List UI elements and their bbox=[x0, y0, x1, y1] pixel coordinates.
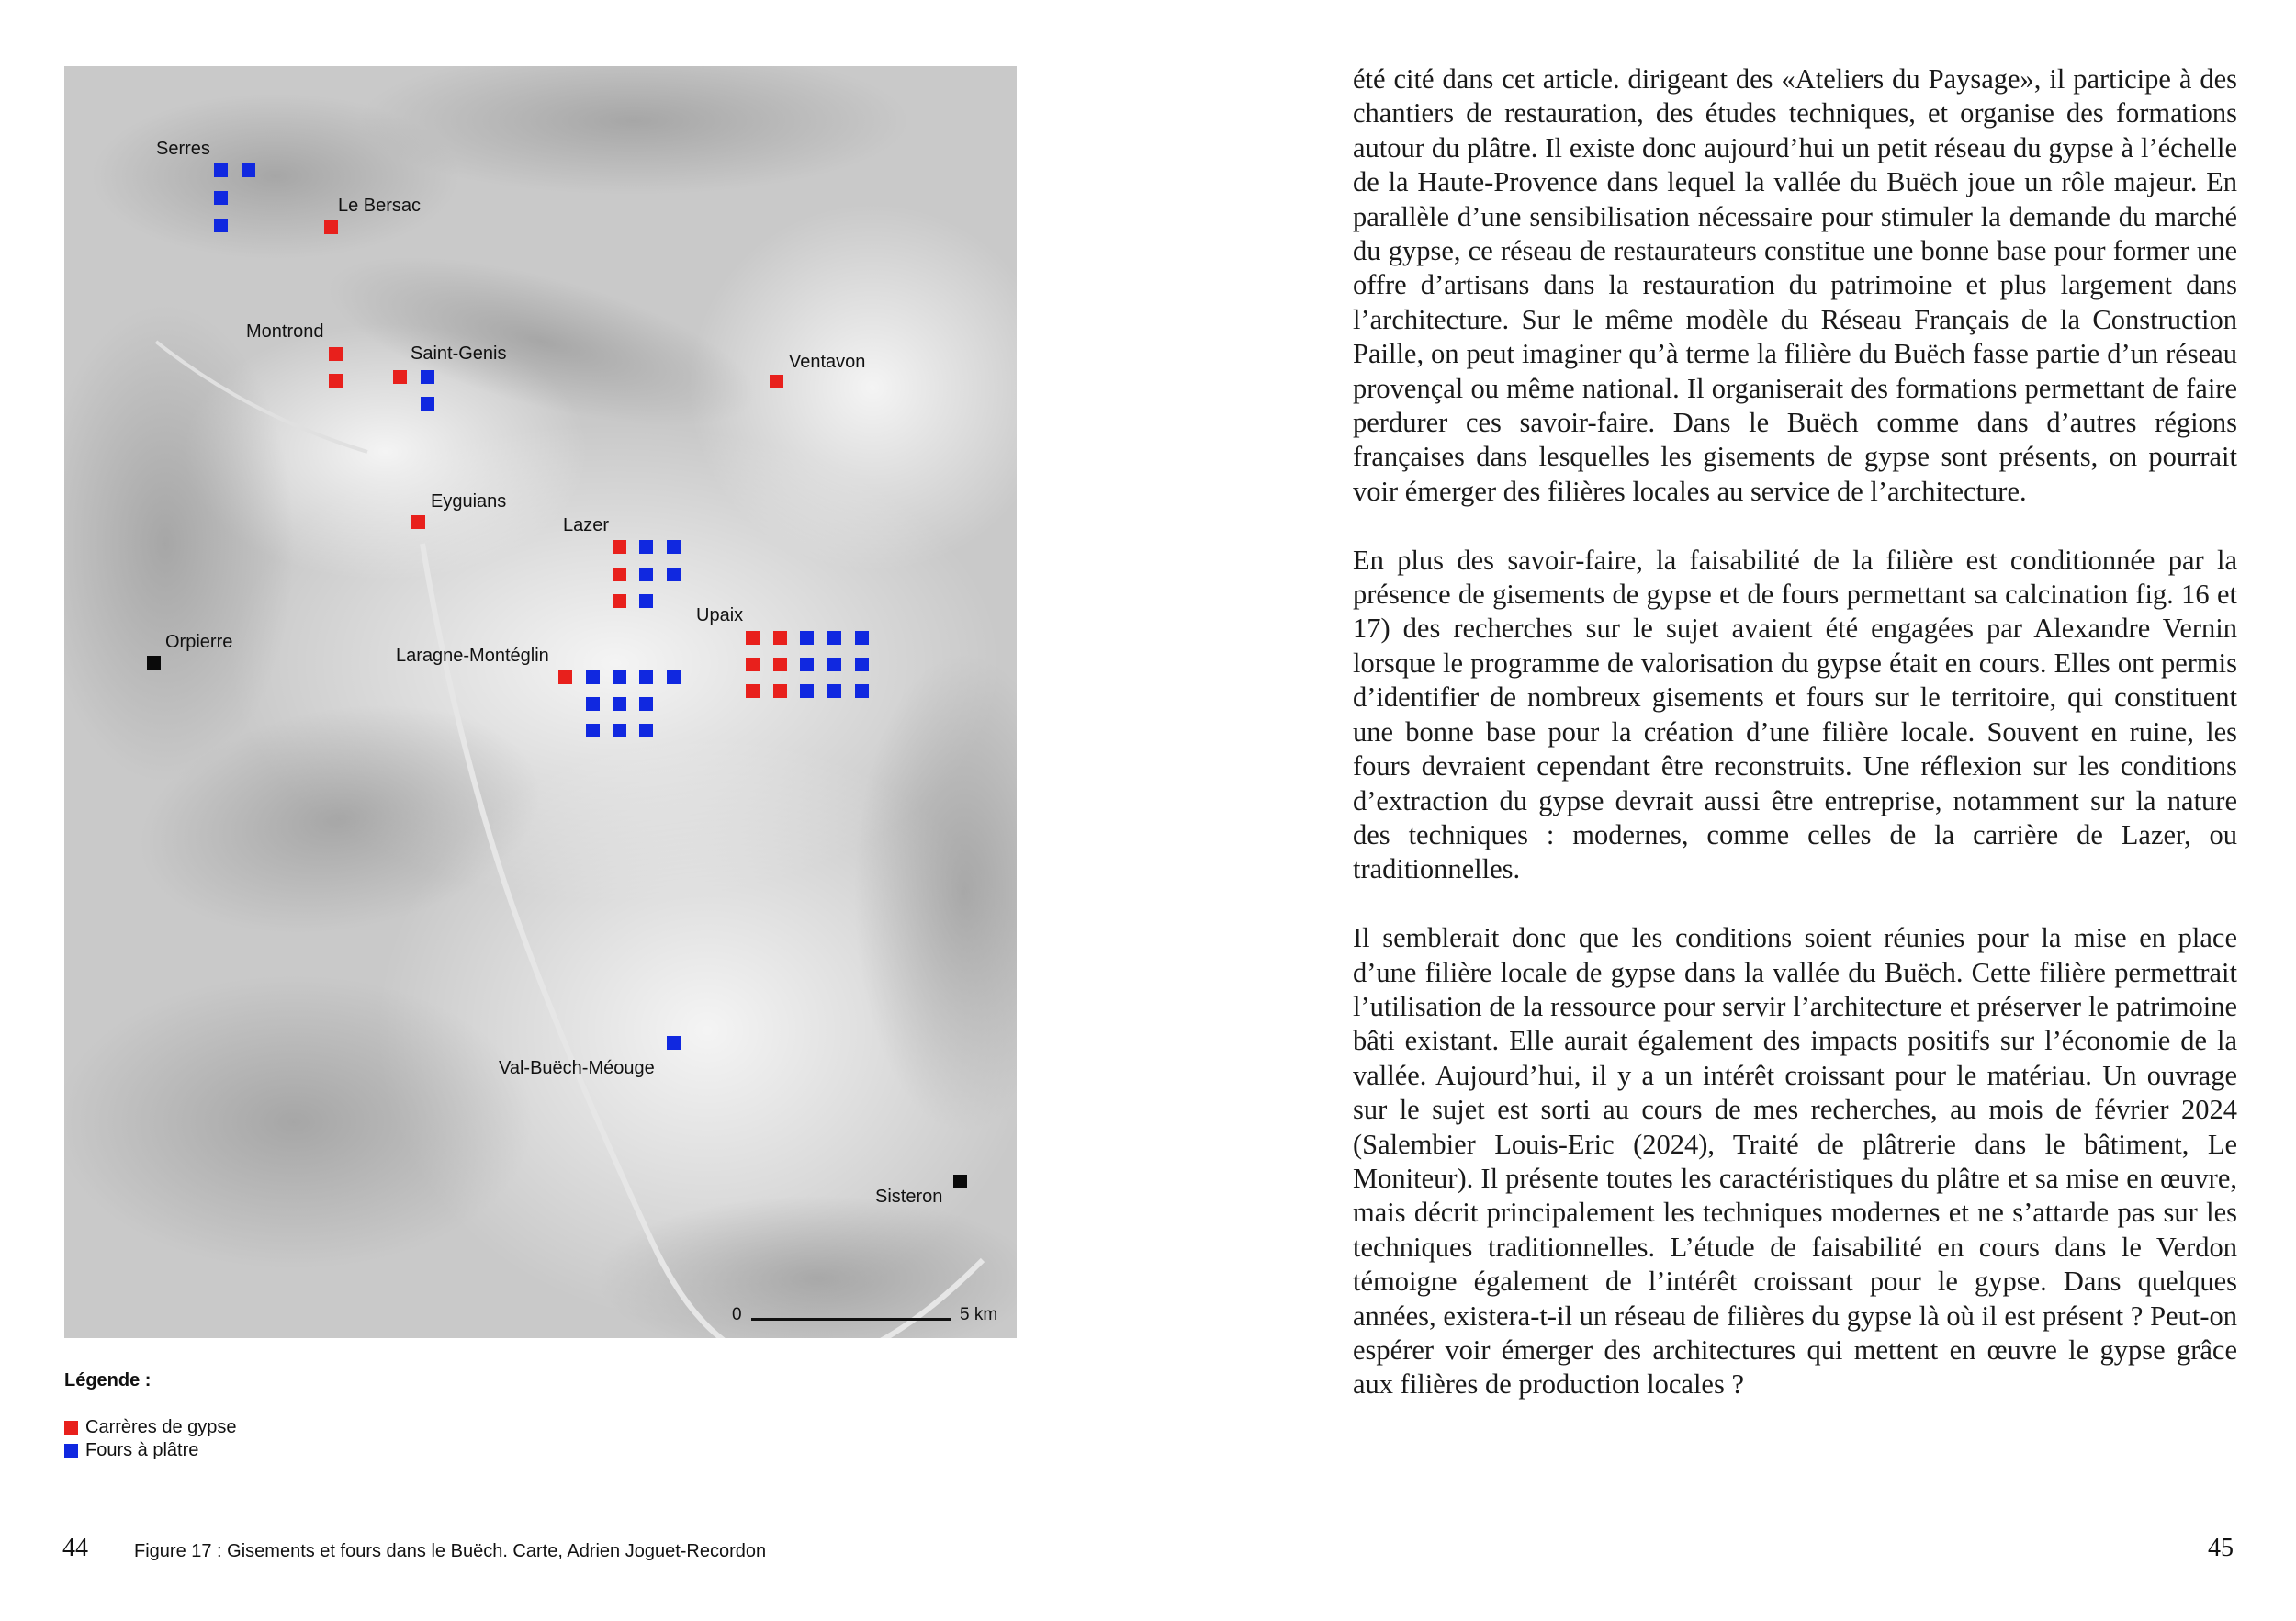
label-laragne-monteglin: Laragne-Montéglin bbox=[396, 646, 549, 666]
label-orpierre: Orpierre bbox=[165, 632, 233, 652]
label-sisteron: Sisteron bbox=[875, 1187, 943, 1207]
kiln-marker bbox=[667, 568, 681, 581]
town-marker bbox=[953, 1175, 967, 1188]
quarry-marker bbox=[411, 515, 425, 529]
figure-caption: Figure 17 : Gisements et fours dans le Buëch. Carte, Adrien Joguet-Recordon bbox=[134, 1541, 767, 1561]
label-val-buech-meouge: Val-Buëch-Méouge bbox=[499, 1058, 655, 1078]
kiln-marker bbox=[639, 540, 653, 554]
kiln-marker bbox=[827, 631, 841, 645]
kiln-marker bbox=[667, 1036, 681, 1050]
kiln-marker bbox=[421, 397, 434, 411]
paragraph-1: été cité dans cet article. dirigeant des «Ateliers du Paysage», il participe à des chantiers de restauration, des études techniques, et organise des formations autour du plâtre. Il existe donc aujourd’hui un petit réseau du gypse à l’échelle de la Haute-Provence dans lequel la vallée du Buëch joue un rôle majeur. En parallèle d’une sensibilisation nécessaire pour stimuler la demande du marché du gypse, ce réseau de restaurateurs constitue une bonne base pour former une offre d’artisans dans la restauration du patrimoine et plus largement dans l’architecture. Sur le même modèle du Réseau Français de la Construction Paille, on peut imaginer qu’à terme la filière du Buëch fasse partie d’un réseau provençal ou même national. Il organiserait des formations permettant de faire perdurer ces savoir-faire. Dans le Buëch comme dans d’autres régions françaises dans lesquelles les gisements de gypse sont présents, on pourrait voir émerger des filières locales au service de l’architecture. bbox=[1353, 63, 2237, 507]
page-number-left: 44 bbox=[62, 1534, 88, 1562]
quarry-swatch bbox=[64, 1421, 78, 1435]
label-serres: Serres bbox=[156, 139, 210, 159]
quarry-marker bbox=[393, 370, 407, 384]
quarry-marker bbox=[324, 220, 338, 234]
kiln-marker bbox=[827, 684, 841, 698]
paragraph-2: En plus des savoir-faire, la faisabilité de la filière est conditionnée par la présence de gisements de gypse et de fours permettant sa calcination fig. 16 et 17) des recherches sur le sujet avaient été engagées par Alexandre Vernin lorsque le programme de valorisation du gypse était en cours. Elles ont permis d’identifier de nombreux gisements et fours sur le territoire, qui constituent une bonne base pour la création d’une filière locale. Souvent en ruine, les fours devraient cependant être reconstruits. Une réflexion sur les conditions d’extraction du gypse devrait aussi être entreprise, notamment sur la nature des techniques : modernes, comme celles de la carrière de Lazer, ou traditionnelles. bbox=[1353, 544, 2237, 885]
kiln-marker bbox=[586, 724, 600, 737]
quarry-marker bbox=[746, 684, 760, 698]
town-marker bbox=[147, 656, 161, 670]
quarry-marker bbox=[613, 540, 626, 554]
kiln-marker bbox=[800, 658, 814, 671]
label-lazer: Lazer bbox=[563, 515, 610, 535]
kiln-marker bbox=[827, 658, 841, 671]
kiln-marker bbox=[639, 594, 653, 608]
legend-title: Légende : bbox=[64, 1370, 152, 1390]
quarry-marker bbox=[613, 568, 626, 581]
kiln-marker bbox=[613, 697, 626, 711]
kiln-marker bbox=[639, 697, 653, 711]
label-saint-genis: Saint-Genis bbox=[411, 343, 507, 364]
kiln-marker bbox=[639, 568, 653, 581]
scale-start: 0 bbox=[732, 1305, 742, 1324]
quarry-marker bbox=[746, 631, 760, 645]
label-le-bersac: Le Bersac bbox=[338, 196, 422, 216]
kiln-swatch bbox=[64, 1444, 78, 1458]
label-eyguians: Eyguians bbox=[431, 491, 507, 512]
scale-end: 5 km bbox=[960, 1305, 998, 1324]
kiln-marker bbox=[639, 670, 653, 684]
kiln-marker bbox=[855, 631, 869, 645]
label-upaix: Upaix bbox=[696, 605, 744, 625]
quarry-marker bbox=[773, 684, 787, 698]
kiln-marker bbox=[586, 670, 600, 684]
quarry-marker bbox=[773, 658, 787, 671]
kiln-marker bbox=[214, 191, 228, 205]
relief-background bbox=[64, 66, 1017, 1338]
kiln-marker bbox=[613, 724, 626, 737]
kiln-marker bbox=[613, 670, 626, 684]
quarry-marker bbox=[329, 347, 343, 361]
kiln-marker bbox=[421, 370, 434, 384]
kiln-marker bbox=[214, 219, 228, 232]
quarry-marker bbox=[329, 374, 343, 388]
scale-bar bbox=[751, 1318, 951, 1321]
paragraph-3: Il semblerait donc que les conditions soient réunies pour la mise en place d’une filière locale de gypse dans la vallée du Buëch. Cette filière permettrait l’utilisation de la ressource pour servir l’architecture et préserver le patrimoine bâti existant. Elle aurait également des impacts positifs sur l’économie de la vallée. Aujourd’hui, il y a un intérêt croissant pour le matériau. Un ouvrage sur le sujet est sorti au cours de mes recherches, au mois de février 2024 (Salembier Louis-Eric (2024), Traité de plâtrerie dans le bâtiment, Le Moniteur). Il présente toutes les caractéristiques du plâtre et sa mise en œuvre, mais décrit principalement les techniques modernes et ne s’attarde pas sur les techniques traditionnelles. L’étude de faisabilité en cours dans le Verdon témoigne également de l’intérêt croissant pour le gypse. Dans quelques années, existera-t-il un réseau de filières du gypse là où il est présent ? Peut-on espérer voir émerger des architectures qui mettent en œuvre le gypse grâce aux filières de production locales ? bbox=[1353, 922, 2237, 1401]
kiln-marker bbox=[855, 658, 869, 671]
quarry-marker bbox=[773, 631, 787, 645]
label-montrond: Montrond bbox=[246, 321, 324, 342]
body-text bbox=[1353, 62, 2237, 1436]
kiln-marker bbox=[855, 684, 869, 698]
quarry-marker bbox=[558, 670, 572, 684]
page-number-right: 45 bbox=[2208, 1534, 2234, 1562]
kiln-marker bbox=[639, 724, 653, 737]
kiln-marker bbox=[214, 163, 228, 177]
relief-map bbox=[64, 66, 1017, 1338]
legend-quarries bbox=[64, 1417, 237, 1438]
kiln-marker bbox=[800, 631, 814, 645]
quarry-marker bbox=[613, 594, 626, 608]
legend-kilns-label: Fours à plâtre bbox=[85, 1440, 199, 1460]
quarry-marker bbox=[746, 658, 760, 671]
kiln-marker bbox=[242, 163, 255, 177]
kiln-marker bbox=[586, 697, 600, 711]
kiln-marker bbox=[667, 540, 681, 554]
kiln-marker bbox=[667, 670, 681, 684]
legend-kilns bbox=[64, 1440, 198, 1461]
legend-quarries-label: Carrères de gypse bbox=[85, 1417, 237, 1437]
label-ventavon: Ventavon bbox=[789, 352, 866, 372]
quarry-marker bbox=[770, 375, 783, 388]
kiln-marker bbox=[800, 684, 814, 698]
